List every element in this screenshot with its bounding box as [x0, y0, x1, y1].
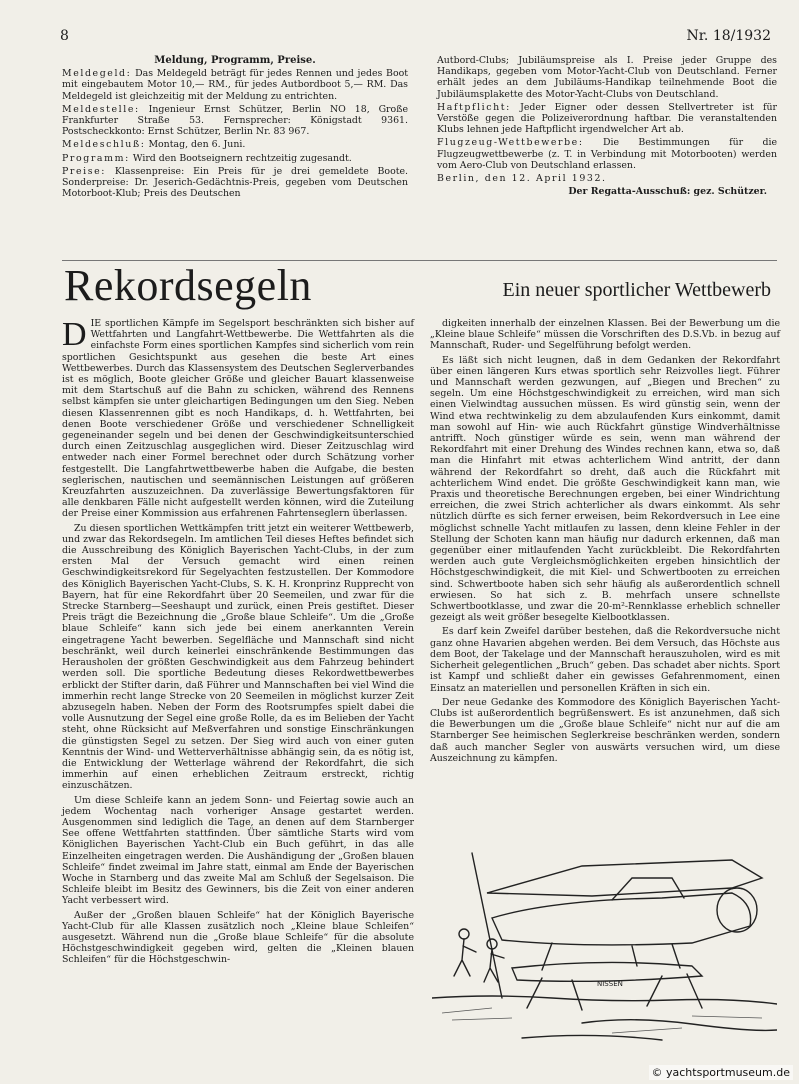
wing-shape	[487, 860, 762, 896]
article-paragraph	[62, 318, 414, 520]
flugzeug-text: Die Bestimmungen für die Flugzeugwettbewerbe (z. T. in Verbindung mit Motorbooten) werden vom Aero-Club von Deutschland erlassen.	[437, 137, 778, 171]
article-column-right	[430, 318, 780, 767]
article-column-left	[62, 318, 414, 969]
meldung-section-right	[437, 55, 777, 197]
article-paragraph: Es darf kein Zweifel darüber bestehen, daß die Rekordversuche nicht ganz ohne Havarien abgehen werden. Bei dem Versuch, das Höchste aus dem Boot, der Takelage und der Mannschaft herauszuholen, wird es mit Sicherheit gelegentlichen „Bruch“ geben. Das schadet aber nichts. Sport ist Kampf und schließt daher ein gewisses Gefahrenmoment, einen Einsatz an materiellen und personellen Kräften in sich ein.	[430, 626, 780, 694]
strut-lines	[542, 943, 680, 970]
meldestelle-paragraph	[62, 104, 408, 138]
article-paragraph: Es läßt sich nicht leugnen, daß in dem Gedanken der Rekordfahrt über einen längeren Kurs etwas sportlich sehr Reizvolles liegt. Führer und Mannschaft werden gezwungen, auf „Biegen und Brechen“ zu segeln. Um eine Höchstgeschwindigkeit zu erreichen, wird man sich einen Vielwindtag aussuchen müssen. Es wird günstig sein, wenn der Wind etwa rechtwinkelig zu dem abzulaufenden Kurs einkommt, damit man sowohl auf Hin- wie auch Rückfahrt günstige Windverhältnisse antrifft. Noch günstiger würde es sein, wenn man während der Rekordfahrt mit einer Drehung des Windes rechnen kann, etwa so, daß man die Hinfahrt mit etwas achterlichem Wind antritt, der dann während der Rekordfahrt so dreht, daß auch die Rückfahrt mit achterlichem Wind endet. Die größte Geschwindigkeit kann man, wie Praxis und theoretische Berechnungen ergeben, bei einer Windrichtung erreichen, die zwei Strich achterlicher als dwars einkommt. Als sehr nützlich dürfte es sich ferner erweisen, beim Rekordversuch in Lee eine möglichst schnelle Yacht mitlaufen zu lassen, denn kleine Fehler in der Stellung der Schoten kann man häufig nur dadurch erkennen, daß man gegenüber einer mitlaufenden Yacht zurückbleibt. Die Rekordfahrten werden auch gute Vergleichsmöglichkeiten ergeben hinsichtlich der Höchstgeschwindigkeit, die mit Kiel- und Schwertbooten zu erreichen sind. Schwertboote haben sich sehr häufig als außerordentlich schnell erwiesen. So hat sich z. B. mehrfach unsere schnellste Schwertbootklasse, und zwar die 20-m²-Rennklasse erheblich schneller gezeigt als weit größer besegelte Kielbootklassen.	[430, 354, 780, 624]
drop-cap: D	[62, 316, 87, 353]
ground-line	[432, 996, 777, 1004]
article-title: Rekordsegeln	[64, 261, 312, 310]
meldegeld-paragraph	[62, 68, 408, 102]
meldeschluss-label: Meldeschluß:	[62, 139, 146, 151]
haftpflicht-paragraph	[437, 102, 777, 136]
meldeschluss-paragraph	[62, 139, 408, 150]
preise-text: Klassenpreise: Ein Preis für je drei gemeldete Boote. Sonderpreise: Dr. Jeserich-Gedächtnis-Preis, gegeben vom Deutschen Motorboot-Klub; Preis des Deutschen	[62, 165, 409, 200]
haftpflicht-text: Jeder Eigner oder dessen Stellvertreter ist für Verstöße gegen die Polizeiverordnung haftbar. Die veranstaltenden Klubs lehnen jede Haftpflicht irgendwelcher Art ab.	[437, 101, 777, 136]
date-line: Berlin, den 12. April 1932.	[437, 173, 607, 185]
seaplane-sketch-icon	[432, 848, 777, 1048]
issue-number: Nr. 18/1932	[686, 28, 771, 44]
article-paragraph: Der neue Gedanke des Kommodore des Königlich Bayerischen Yacht-Clubs ist außerordentlich begrüßenswert. Es ist anzunehmen, daß sich die Bewerbungen um die „Große blaue Schleife“ nicht nur auf die am Starnberger See heimischen Seglerkreise beschränken werden, sondern daß auch mancher Segler von auswärts versuchen wird, um diese Auszeichnung zu kämpfen.	[430, 696, 780, 764]
meldung-heading: Meldung, Programm, Preise.	[154, 55, 316, 66]
person-head	[459, 929, 469, 939]
page-number: 8	[60, 28, 69, 44]
flugzeug-paragraph	[437, 137, 777, 171]
article-paragraph: digkeiten innerhalb der einzelnen Klassen. Bei der Bewerbung um die „Kleine blaue Schleife“ müssen die Vorschriften des D.S.Vb. in bezug auf Mannschaft, Ruder- und Segelführung befolgt werden.	[430, 318, 780, 352]
meldestelle-label: Meldestelle:	[62, 103, 140, 115]
meldestelle-text: Ingenieur Ernst Schützer, Berlin NO 18, Große Frankfurter Straße 53. Fernsprecher: Königstadt 9361. Postscheckkonto: Ernst Schützer, Berlin Nr. 83 967.	[62, 103, 408, 138]
programm-paragraph	[62, 153, 408, 164]
person-body	[484, 949, 504, 982]
haftpflicht-label: Haftpflicht:	[437, 101, 511, 113]
person-body	[454, 939, 476, 976]
water-line	[522, 1035, 662, 1040]
article-paragraph: Um diese Schleife kann an jedem Sonn- und Feiertag sowie auch an jedem Wochentag nach vorheriger Ansage gestartet werden. Ausgenommen sind lediglich die Tage, an denen auf dem Starnberger See offene Wettfahrten stattfinden. Über sämtliche Starts wird vom Königlichen Bayerischen Yacht-Club ein Buch geführt, in das alle Einzelheiten eingetragen werden. Die Aushändigung der „Großen blauen Schleife“ findet zweimal im Jahre statt, einmal am Ende der Bayerischen Woche in Starnberg und das zweite Mal am Schluß der Segelsaison. Die Schleife bleibt im Besitz des Gewinners, bis die Zeit von einer anderen Yacht verbessert wird.	[62, 794, 414, 907]
fuselage-shape	[492, 893, 751, 945]
article-paragraph-text: IE sportlichen Kämpfe im Segelsport beschränkten sich bisher auf Wettfahrten und Langfahrt-Wettbewerbe. Die Wettfahrten als die einfachste Form eines sportlichen Kampfes sind sicherlich vom rein sportlichen Gesichtspunkt aus gesehen die beste Art eines Wettbewerbes. Durch das Klassensystem des Deutschen Seglerverbandes ist es möglich, Boote gleicher Größe und gleicher Bauart klassenweise mit dem Startschuß auf die Bahn zu schicken, während des Rennens selbst kämpfen sie unter gleichartigen Bedingungen um den Sieg. Neben diesen Klassenrennen gibt es noch Handikaps, d. h. Wettfahrten, bei denen Boote verschiedener Größe und verschiedener Schnelligkeit gegeneinander segeln und bei denen der Geschwindigkeitsunterschied durch einen Zeitzuschlag ausgeglichen wird. Dieser Zeitzuschlag wird entweder nach einer Formel berechnet oder durch Schätzung vorher festgestellt. Die Langfahrtwettbewerbe haben die Aufgabe, die besten seglerischen, nautischen und seemännischen Leistungen auf größeren Kreuzfahrten auszuzeichnen. Da zuverlässige Bewertungsfaktoren für alle denkbaren Fälle nicht aufgestellt werden können, wird die Zuteilung der Preise einer Kommission aus erfahrenen Fahrtenseglern überlassen.	[62, 318, 414, 520]
signature-line: Der Regatta-Ausschuß: gez. Schützer.	[568, 186, 767, 198]
article-subtitle: Ein neuer sportlicher Wettbewerb	[502, 279, 771, 301]
preise-label: Preise:	[62, 165, 107, 177]
preise-paragraph	[62, 166, 408, 200]
meldeschluss-text: Montag, den 6. Juni.	[148, 139, 246, 151]
meldegeld-text: Das Meldegeld beträgt für jedes Rennen und jedes Boot mit eingebautem Motor 10,— RM., für jedes Autbordboot 5,— RM. Das Meldegeld ist gleichzeitig mit der Meldung zu entrichten.	[62, 68, 408, 102]
meldegeld-label: Meldegeld:	[62, 68, 132, 80]
meldung-section-left	[62, 55, 408, 201]
article-paragraph: Außer der „Großen blauen Schleife“ hat der Königlich Bayerische Yacht-Club für alle Klassen zusätzlich noch „Kleine blaue Schleifen“ ausgesetzt. Während nun die „Große blaue Schleife“ für die absolute Höchstgeschwindigkeit gegeben wird, gelten die „Kleinen blauen Schleifen“ für die Höchstgeschwin-	[62, 909, 414, 966]
float-shape	[512, 962, 702, 981]
preise-continuation: Autbord-Clubs; Jubiläumspreise als I. Preise jeder Gruppe des Handikaps, gegeben vom Motor-Yacht-Club von Deutschland. Ferner erhält jedes an dem Jubiläums-Handikap teilnehmende Boot die Jubiläumsplakette des Motor-Yacht-Clubs von Deutschland.	[437, 55, 777, 100]
watermark: © yachtsportmuseum.de	[649, 1065, 793, 1080]
water-line	[582, 1020, 777, 1031]
engine-shape	[717, 888, 757, 932]
programm-text: Wird den Bootseignern rechtzeitig zugesandt.	[132, 152, 352, 164]
article-paragraph: Zu diesen sportlichen Wettkämpfen tritt jetzt ein weiterer Wettbewerb, und zwar das Rekordsegeln. Im amtlichen Teil dieses Heftes befindet sich die Ausschreibung des Königlich Bayerischen Yacht-Clubs, in der zum ersten Mal der Versuch gemacht wird einen reinen Geschwindigkeitsrekord für Segelyachten festzustellen. Der Kommodore des Königlich Bayerischen Yacht-Clubs, S. K. H. Kronprinz Rupprecht von Bayern, hat für eine Rekordfahrt über 20 Seemeilen, und zwar für die Strecke Starnberg—Seeshaupt und zurück, einen Preis gestiftet. Dieser Preis trägt die Bezeichnung die „Große blaue Schleife“. Um die „Große blaue Schleife“ kann sich jede bei einem anerkannten Verein eingetragene Yacht bewerben. Segelfläche und Mannschaft sind nicht beschränkt, weil durch keinerlei einschränkende Bestimmungen das Herausholen der größten Geschwindigkeit aus dem Fahrzeug behindert werden soll. Die sportliche Bedeutung dieses Rekordwettbewerbes erblickt der Stifter darin, daß Führer und Mannschaften bei viel Wind die immerhin recht lange Strecke von 20 Seemeilen in möglichst kurzer Zeit abzusegeln haben. Neben der Form des Rootsrumpfes spielt dabei die volle Ausnutzung der Segel eine große Rolle, da es im Belieben der Yacht steht, ohne Rücksicht auf Meßverfahren und sonstige Einschränkungen die günstigsten Segel zu setzen. Der Sieg wird auch von einer guten Kenntnis der Wind- und Wetterverhältnisse abhängig sein, da es nötig ist, die Entwicklung der Wetterlage während der Rekordfahrt, die sich immerhin auf einen erheblichen Zeitraum erstreckt, richtig einzuschätzen.	[62, 522, 414, 792]
seaplane-sketch-svg	[432, 848, 777, 1048]
flugzeug-label: Flugzeug-Wettbewerbe:	[437, 137, 584, 149]
programm-label: Programm:	[62, 152, 130, 164]
artist-signature: NISSEN	[597, 980, 623, 988]
